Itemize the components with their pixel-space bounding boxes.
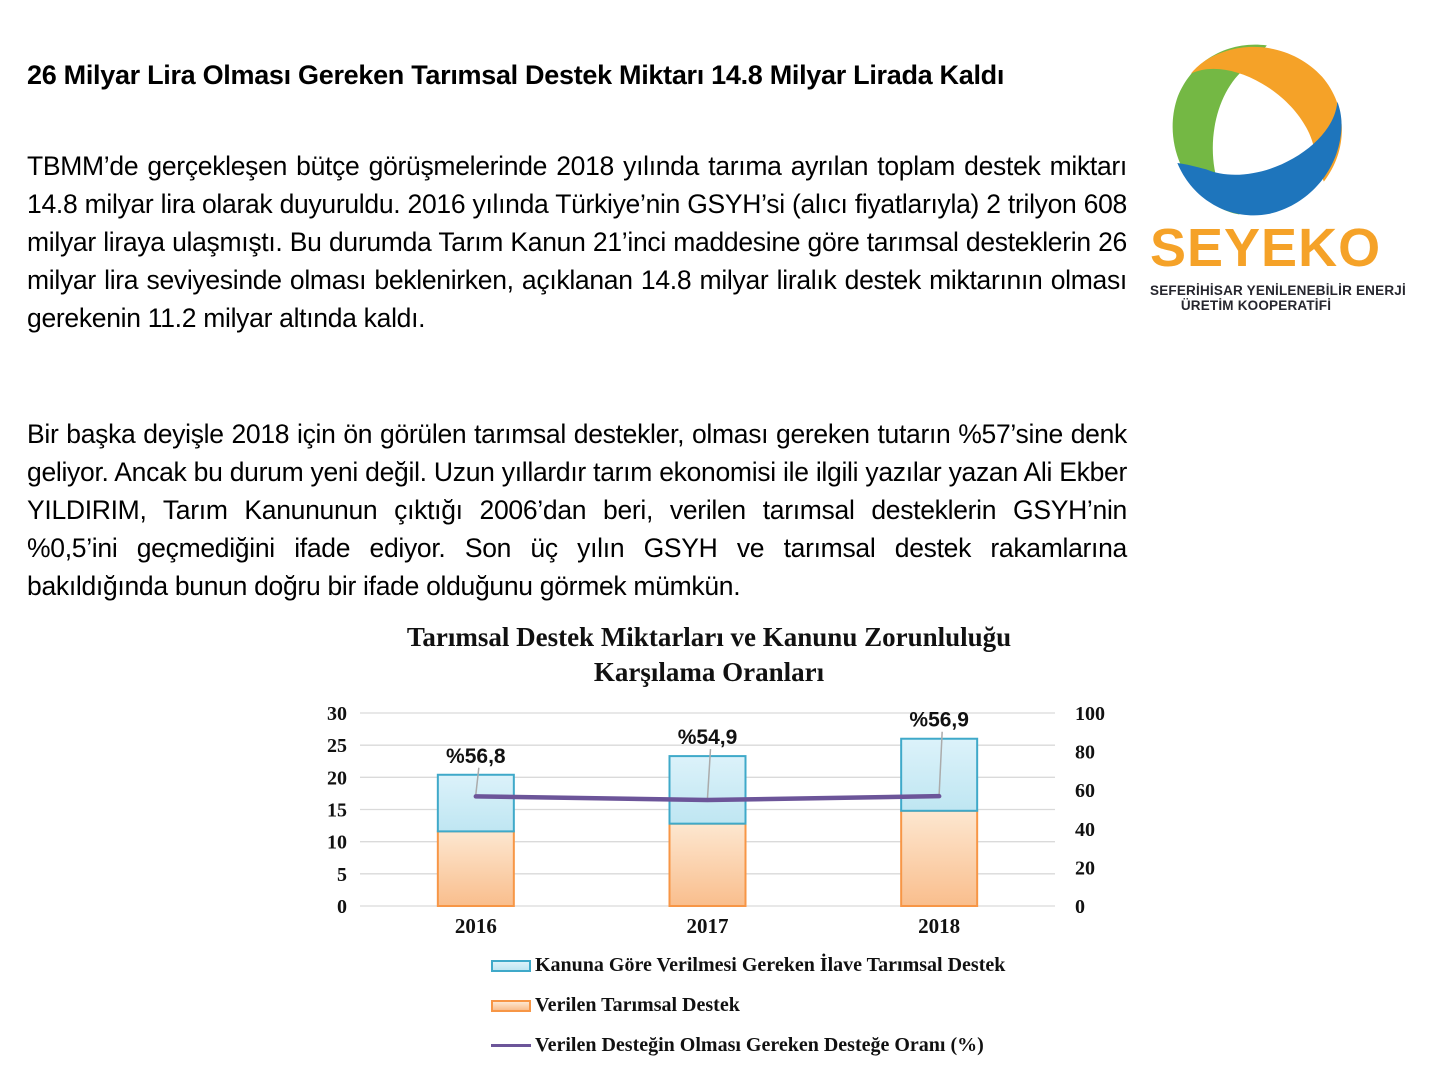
legend-swatch-oran bbox=[491, 1044, 531, 1047]
left-axis-tick-label: 0 bbox=[337, 896, 347, 918]
legend-item-oran bbox=[491, 1034, 1005, 1057]
logo-subtitle-line-1: SEFERİHİSAR YENİLENEBİLİR ENERJİ bbox=[1150, 283, 1406, 298]
legend-swatch-verilen bbox=[491, 1000, 531, 1012]
x-axis-label-2018: 2018 bbox=[918, 914, 961, 938]
chart-title-line-1: Tarımsal Destek Miktarları ve Kanunu Zorunluluğu bbox=[406, 622, 1012, 652]
data-label-2016: %56,8 bbox=[446, 744, 506, 768]
legend-item-ilave bbox=[491, 954, 1005, 977]
legend-label-verilen: Verilen Tarımsal Destek bbox=[535, 994, 740, 1016]
bar-ilave-2016 bbox=[438, 775, 514, 832]
chart bbox=[303, 620, 1115, 1080]
right-axis-tick-label: 60 bbox=[1075, 780, 1095, 803]
seyeko-logo bbox=[1150, 28, 1406, 313]
chart-title bbox=[303, 620, 1115, 690]
left-axis-tick-label: 30 bbox=[327, 703, 347, 725]
data-label-2018: %56,9 bbox=[909, 708, 969, 732]
x-axis-label-2016: 2016 bbox=[454, 914, 497, 938]
legend-label-ilave: Kanuna Göre Verilmesi Gereken İlave Tarımsal Destek bbox=[535, 954, 1006, 976]
seyeko-swirl-icon bbox=[1166, 40, 1346, 220]
left-axis-tick-label: 25 bbox=[327, 735, 347, 758]
logo-subtitle-line-2: ÜRETİM KOOPERATİFİ bbox=[1180, 298, 1332, 313]
bar-ilave-2018 bbox=[901, 739, 977, 811]
left-axis-tick-label: 5 bbox=[337, 863, 347, 886]
bar-verilen-2016 bbox=[438, 831, 514, 906]
left-axis-tick-label: 15 bbox=[327, 799, 347, 822]
body-paragraph-2: Bir başka deyişle 2018 için ön görülen tarımsal destekler, olması gereken tutarın %57’sine denk geliyor. Ancak bu durum yeni değil. Uzun yıllardır tarım ekonomisi ile ilgili yazılar yazan Ali Ekber YILDIRIM, Tarım Kanununun çıktığı 2006’dan beri, verilen tarımsal desteklerin GSYH’nin %0,5’ini geçmediğini ifade ediyor. Son üç yılın GSYH ve tarımsal destek rakamlarına bakıldığında bunun doğru bir ifade olduğunu görmek mümkün. bbox=[27, 418, 1127, 601]
right-axis-tick-label: 100 bbox=[1075, 703, 1105, 725]
legend-item-verilen bbox=[491, 994, 1005, 1017]
legend-swatch-ilave bbox=[491, 960, 531, 972]
body-paragraph-1: TBMM’de gerçekleşen bütçe görüşmelerinde 2018 yılında tarıma ayrılan toplam destek miktarı 14.8 milyar lira olarak duyuruldu. 2016 yılında Türkiye’nin GSYH’si (alıcı fiyatlarıyla) 2 trilyon 608 milyar liraya ulaşmıştı. Bu durumda Tarım Kanun 21’inci maddesine göre tarımsal desteklerin 26 milyar lira seviyesinde olması beklenirken, açıklanan 14.8 milyar liralık destek miktarının olması gerekenin 11.2 milyar altında kaldı. bbox=[27, 150, 1127, 333]
data-label-2017: %54,9 bbox=[677, 726, 738, 750]
legend-label-oran: Verilen Desteğin Olması Gereken Desteğe Oranı (%) bbox=[535, 1034, 984, 1056]
chart-legend bbox=[491, 954, 1005, 1074]
right-axis-tick-label: 80 bbox=[1075, 741, 1095, 764]
logo-wordmark: SEYEKO bbox=[1150, 218, 1382, 278]
logo-subtitle bbox=[1150, 283, 1406, 313]
x-axis-label-2017: 2017 bbox=[686, 914, 729, 938]
page-title: 26 Milyar Lira Olması Gereken Tarımsal Destek Miktarı 14.8 Milyar Lirada Kaldı bbox=[27, 60, 1005, 91]
right-axis-tick-label: 40 bbox=[1075, 818, 1095, 841]
left-axis-tick-label: 10 bbox=[327, 831, 347, 854]
chart-plot bbox=[303, 698, 1115, 948]
right-axis-tick-label: 20 bbox=[1075, 857, 1095, 880]
right-axis-tick-label: 0 bbox=[1075, 896, 1085, 918]
bar-verilen-2017 bbox=[670, 824, 746, 906]
bar-verilen-2018 bbox=[901, 811, 977, 906]
chart-title-line-2: Karşılama Oranları bbox=[593, 657, 825, 687]
left-axis-tick-label: 20 bbox=[327, 767, 347, 790]
